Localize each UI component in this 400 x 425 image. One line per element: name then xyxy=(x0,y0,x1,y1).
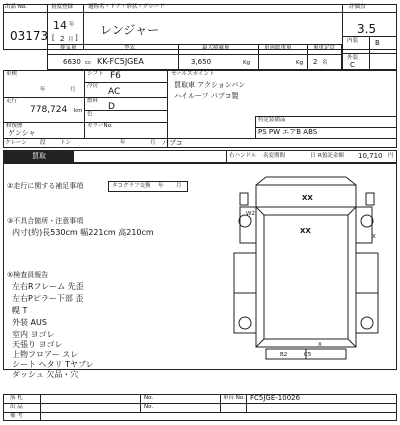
crane-year-unit: 年 xyxy=(120,140,126,146)
tacho-label: タコグラフ交換 xyxy=(112,183,151,189)
repair-label: 修復歴 xyxy=(6,123,23,129)
sales-point-2: ハイルーフ パブコ製 xyxy=(174,92,239,100)
model-label: 型式 xyxy=(124,45,136,51)
crane-label: クレーン xyxy=(5,140,27,146)
inspector-line-5: 室内 ヨゴレ xyxy=(12,330,55,339)
capacity-unit: 名 xyxy=(322,60,328,66)
mirror-left xyxy=(240,193,248,205)
mirror-right xyxy=(366,193,374,205)
interior-grade: B xyxy=(375,39,380,47)
type-label: 通称名・ドア・形状・グレード xyxy=(88,4,165,10)
inspection-year-unit: 年 xyxy=(40,87,46,93)
ac-value: AC xyxy=(108,87,121,97)
max-load: 3,650 xyxy=(191,58,212,66)
capacity-label: 乗車定員 xyxy=(313,45,336,51)
handle-label: 右ハンドル xyxy=(229,153,257,159)
special-label: 特定装備品 xyxy=(258,117,286,123)
weight-unit: Kg xyxy=(296,60,304,66)
wheel-rear-right xyxy=(361,317,373,329)
sales-point-label: セールスポイント xyxy=(171,71,215,77)
grade-label: 評価点 xyxy=(349,4,366,10)
fuel-value: D xyxy=(108,102,115,112)
mileage-unit: km xyxy=(74,108,83,114)
lot-number: 03173 xyxy=(10,29,49,43)
seller-no-label: No. xyxy=(144,404,154,410)
first-reg-month: 2 xyxy=(60,35,65,43)
ac-label: 冷房 xyxy=(87,83,99,89)
first-reg-year: 14 xyxy=(53,19,67,32)
inspector-line-3: 幌 T xyxy=(12,306,28,315)
inspector-line-9: ダッシュ 欠品・穴 xyxy=(12,370,79,379)
footer-block xyxy=(3,394,397,421)
buyer-label: 落 札 xyxy=(10,395,23,401)
tacho-year-unit: 年 xyxy=(158,183,164,189)
recycle-unit: 円 xyxy=(388,153,394,159)
mark-x-right: X xyxy=(372,234,376,240)
sales-point-1: 買取車 アクションバン xyxy=(174,81,246,89)
recycle-label: R預託金額 xyxy=(318,153,344,159)
inspector-line-1: 左右Rフレーム 先歪 xyxy=(12,282,84,291)
color-no-label: カラーNo. xyxy=(87,123,113,129)
first-reg-month-close: ] xyxy=(75,34,78,42)
max-load-unit: Kg xyxy=(243,60,251,66)
first-reg-month-open: [ xyxy=(52,34,55,42)
buyer-no-label: No. xyxy=(144,395,154,401)
lot-label: 出品 No. xyxy=(5,4,27,10)
unit-label: トン xyxy=(60,140,72,146)
capacity: 2 xyxy=(313,58,318,66)
mark-front: XX xyxy=(302,194,313,202)
year-unit: 年 xyxy=(69,22,75,28)
recycle-value: 10,710 xyxy=(358,152,383,160)
exterior-grade: C xyxy=(350,61,355,69)
transfer-suffix: 日 xyxy=(310,153,316,159)
purchase-badge: 買取 xyxy=(4,151,74,162)
color-label: 色 xyxy=(87,111,93,117)
mileage: 778,724 xyxy=(30,105,68,115)
wheel-front-right xyxy=(361,215,373,227)
wheel-rear-left xyxy=(239,317,251,329)
mark-w2: W2 xyxy=(246,211,255,217)
car-name: レンジャー xyxy=(100,23,160,37)
inspector-line-4: 外装 AUS xyxy=(12,318,47,327)
displacement: 6630 xyxy=(63,58,81,66)
first-reg-label: 初度登録 xyxy=(51,4,74,10)
shift-label: シフト xyxy=(87,71,104,77)
mark-body: XX xyxy=(300,227,311,235)
equipment: PS PW エアB ABS xyxy=(258,128,318,136)
mark-c5: C5 xyxy=(304,352,312,358)
inspector-line-2: 左右Pピラー下部 歪 xyxy=(12,294,84,303)
door-right xyxy=(356,207,372,243)
mark-b2: B2 xyxy=(280,352,288,358)
shift-value: F6 xyxy=(110,71,121,81)
odometer-label: ②走行に関する補足事項 xyxy=(7,182,84,190)
inspection-label: 車検 xyxy=(6,71,18,77)
crane-value: 段 xyxy=(40,140,46,146)
max-load-label: 最大積載量 xyxy=(202,45,230,51)
displacement-unit: cc xyxy=(85,60,92,66)
tacho-month-unit: 月 xyxy=(176,183,182,189)
displacement-label: 排気量 xyxy=(60,45,77,51)
inspector-line-8: シート ヘタリ Tヤブレ xyxy=(12,360,94,369)
inspector-line-6: 天張り ヨゴレ xyxy=(12,340,63,349)
month-unit: 月 xyxy=(68,37,74,43)
weight-label: 車両総重量 xyxy=(264,45,292,51)
chassis-label: 車台 No. xyxy=(223,395,245,401)
seller-label: 出 品 xyxy=(10,404,23,410)
grade-value: 3.5 xyxy=(357,22,377,36)
maker-value: パブコ xyxy=(162,139,183,147)
model-value: KK-FC5JGEA xyxy=(97,57,144,66)
exterior-label: 外装 xyxy=(347,55,359,61)
mark-x-rear: X xyxy=(318,342,322,348)
remarks-label: 備 考 xyxy=(10,413,23,419)
interior-label: 内装 xyxy=(347,38,359,44)
inspector-label: ⑤検査員報告 xyxy=(7,271,49,279)
defect-label: ③不具合箇所・注意事項 xyxy=(7,217,84,225)
inner-size: 内寸(約)長530cm 幅221cm 高210cm xyxy=(12,228,154,237)
chassis-value: FC5JGE-10026 xyxy=(250,394,301,402)
cab-edge-left xyxy=(256,177,266,185)
inspector-line-7: 上物フロアー スレ xyxy=(12,350,79,359)
crane-month-unit: 月 xyxy=(150,140,156,146)
fuel-label: 燃料 xyxy=(87,98,99,104)
transfer-label: 名変期間 xyxy=(263,153,286,159)
mileage-label: 走行 xyxy=(6,98,18,104)
inspection-month-unit: 月 xyxy=(70,87,76,93)
repair-value: ゲンシャ xyxy=(8,129,36,137)
cab-edge-right xyxy=(346,177,356,185)
